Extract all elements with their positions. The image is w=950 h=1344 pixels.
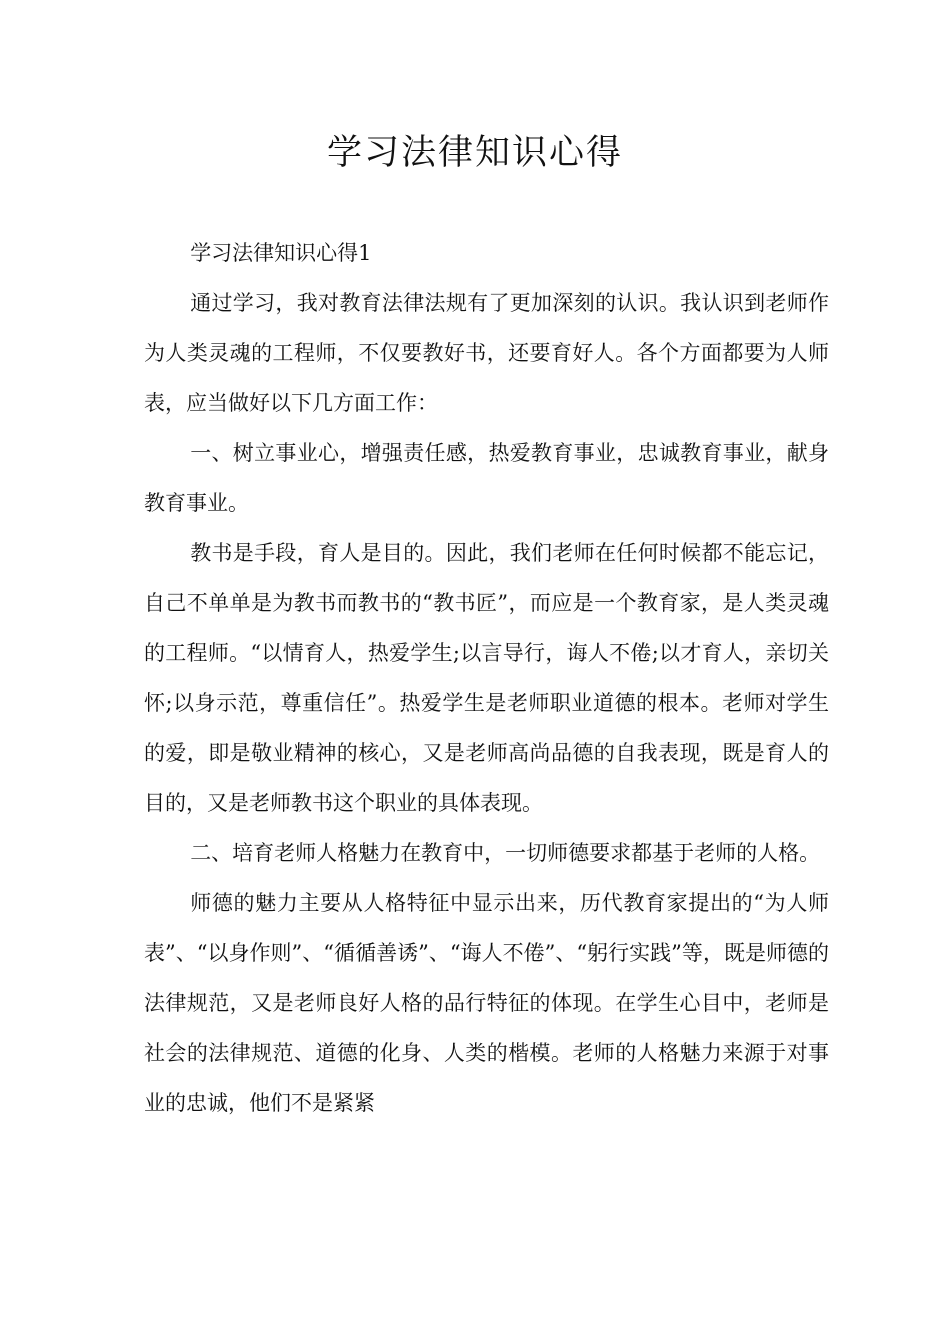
paragraph: 教书是手段，育人是目的。因此，我们老师在任何时候都不能忘记，自己不单单是为教书而教书的“教书匠”，而应是一个教育家，是人类灵魂的工程师。“以情育人，热爱学生;以言导行，诲人不倦;以才育人，亲切关怀;以身示范，尊重信任”。热爱学生是老师职业道德的根本。老师对学生的爱，即是敬业精神的核心，又是老师高尚品德的自我表现，既是育人的目的，又是老师教书这个职业的具体表现。: [144, 541, 829, 815]
paragraph: 通过学习，我对教育法律法规有了更加深刻的认识。我认识到老师作为人类灵魂的工程师，不仅要教好书，还要育好人。各个方面都要为人师表，应当做好以下几方面工作：: [144, 291, 829, 415]
document-body: [144, 228, 829, 1128]
paragraph: 师德的魅力主要从人格特征中显示出来，历代教育家提出的“为人师表”、“以身作则”、“循循善诱”、“诲人不倦”、“躬行实践”等，既是师德的法律规范，又是老师良好人格的品行特征的体现。在学生心目中，老师是社会的法律规范、道德的化身、人类的楷模。老师的人格魅力来源于对事业的忠诚，他们不是紧紧: [144, 891, 829, 1115]
paragraph: 二、培育老师人格魅力在教育中，一切师德要求都基于老师的人格。: [190, 841, 821, 865]
paragraph: 一、树立事业心，增强责任感，热爱教育事业，忠诚教育事业，献身教育事业。: [144, 441, 829, 515]
document-title: 学习法律知识心得: [326, 133, 623, 173]
paragraph-heading: 学习法律知识心得1: [190, 241, 372, 265]
